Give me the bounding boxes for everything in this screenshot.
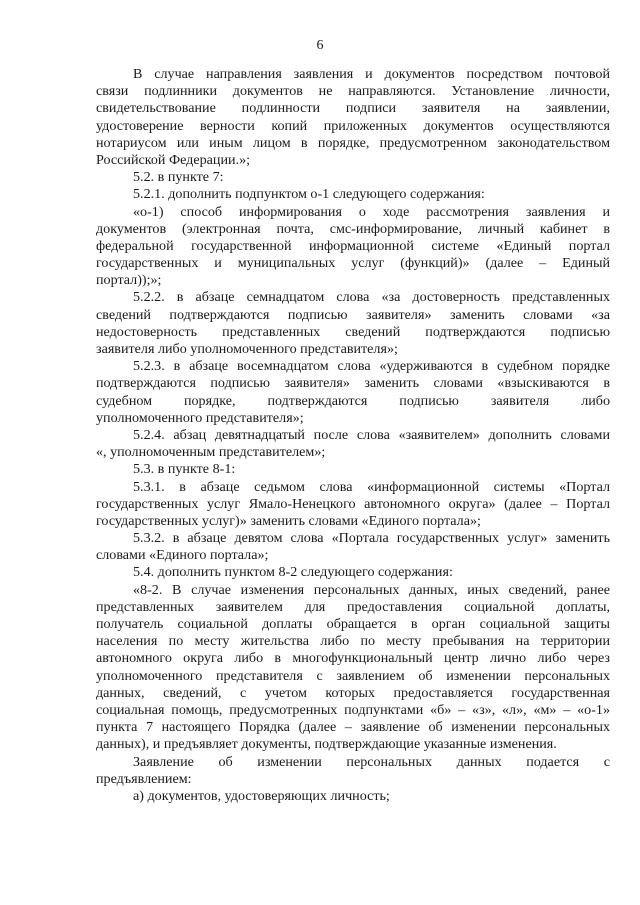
text-line: недостоверность представленных сведений подтверждаются подписью (96, 323, 610, 340)
text-line: 5.2.4. абзац девятнадцатый после слова «заявителем» дополнить словами (133, 426, 610, 443)
text-line: Заявление об изменении персональных данных подается с (133, 753, 610, 770)
text-line: федеральной государственной информационной системе «Единый портал (96, 237, 610, 254)
text-line: данных, сведений, с учетом которых предоставляется государственная (96, 684, 610, 701)
text-line: государственных и муниципальных услуг (функций)» (далее – Единый (96, 255, 610, 272)
text-line: 5.4. дополнить пунктом 8-2 следующего содержания: (133, 564, 453, 581)
text-line: пункта 7 настоящего Порядка (далее – заявление об изменении персональных (96, 719, 610, 736)
text-line: 5.2. в пункте 7: (133, 169, 224, 186)
text-line: населения по месту жительства либо по месту пребывания на территории (96, 633, 610, 650)
text-line: государственных услуг Ямало-Ненецкого автономного округа» (далее – Портал (96, 495, 610, 512)
text-line: 5.2.2. в абзаце семнадцатом слова «за достоверность представленных (133, 289, 610, 306)
page-number: 6 (316, 38, 324, 53)
text-line: уполномоченного представителя с заявлением об изменении персональных (96, 667, 610, 684)
document-body (96, 66, 610, 805)
text-line: заявителя либо уполномоченного представителя»; (96, 341, 398, 357)
text-line: документов (электронная почта, смс-информирование, личный кабинет в (96, 220, 610, 237)
text-line: 5.3.2. в абзаце девятом слова «Портала государственных услуг» заменить (133, 530, 610, 547)
text-line: 5.3.1. в абзаце седьмом слова «информационной системы «Портал (133, 478, 610, 495)
text-line: «8-2. В случае изменения персональных данных, иных сведений, ранее (133, 581, 610, 598)
text-line: судебном порядке, подтверждаются подписью заявителя либо (96, 392, 610, 409)
text-line: «, уполномоченным представителем»; (96, 444, 326, 461)
text-line: а) документов, удостоверяющих личность; (133, 787, 390, 804)
text-line: социальная помощь, предусмотренных подпунктами «б» – «з», «л», «м» – «о-1» (96, 701, 610, 718)
text-line: портал));»; (96, 272, 162, 289)
text-line: свидетельствование подлинности подписи заявителя на заявлении, (96, 100, 610, 117)
text-line: данных), и предъявляет документы, подтверждающие указанные изменения. (96, 736, 557, 753)
text-line: 5.2.1. дополнить подпунктом о-1 следующего содержания: (133, 186, 485, 203)
text-line: уполномоченного представителя»; (96, 409, 304, 426)
text-line: автономного округа либо в многофункциональный центр лично либо через (96, 650, 610, 667)
text-line: 5.2.3. в абзаце восемнадцатом слова «удерживаются в судебном порядке (133, 358, 610, 375)
text-line: словами «Единого портала»; (96, 547, 269, 564)
text-line: сведений подтверждаются подписью заявителя» заменить словами «за (96, 306, 610, 323)
text-line: «о-1) способ информирования о ходе рассмотрения заявления и (133, 203, 610, 220)
text-line: связи подлинники документов не направляются. Установление личности, (96, 83, 610, 100)
text-line: получатель социальной доплаты обращается в орган социальной защиты (96, 616, 610, 632)
text-line: предъявлением: (96, 770, 192, 787)
text-line: удостоверение верности копий приложенных документов осуществляются (96, 117, 610, 134)
text-line: В случае направления заявления и документов посредством почтовой (133, 66, 610, 82)
text-line: государственных услуг)» заменить словами «Единого портала»; (96, 512, 481, 529)
text-line: представленных заявителем для предоставления социальной доплаты, (96, 598, 610, 615)
text-line: нотариусом или иным лицом в порядке, предусмотренном законодательством (96, 134, 610, 151)
text-line: Российской Федерации.»; (96, 151, 251, 168)
text-line: подтверждаются подписью заявителя» заменить словами «взыскиваются в (96, 375, 610, 392)
text-line: 5.3. в пункте 8-1: (133, 461, 236, 478)
